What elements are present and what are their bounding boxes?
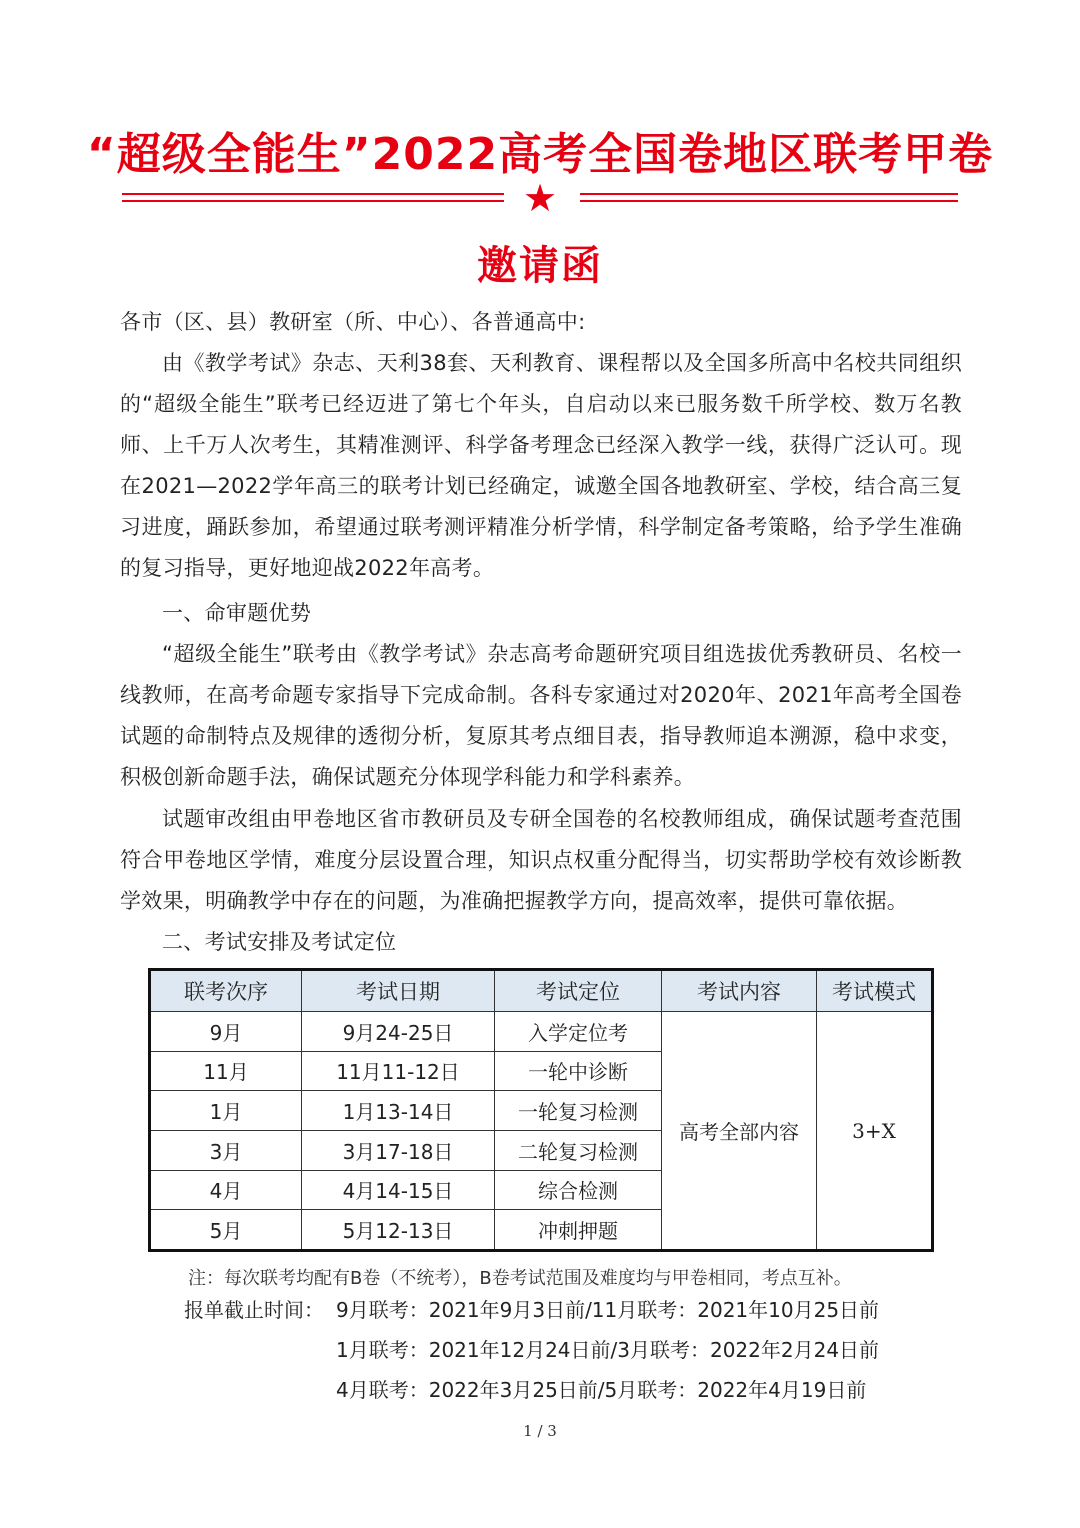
document-title: “超级全能生”2022高考全国卷地区联考甲卷 [86,129,994,180]
advantages-paragraph-1: “超级全能生”联考由《教学考试》杂志高考命题研究项目组选拔优秀教研员、名校一线教师，在高考命题专家指导下完成命制。各科专家通过对2020年、2021年高考全国卷试题的命制特点及规律的透彻分析，复原其考点细目表，指导教师追本溯源，稳中求变，积极创新命题手法，确保试题充分体现学科能力和学科素养。 [120,642,962,789]
cell-content: 高考全部内容 [662,1012,817,1251]
deadline-line-3: 4月联考：2022年3月25日前/5月联考：2022年4月19日前 [336,1378,867,1402]
deadline-label: 报单截止时间： [184,1298,324,1322]
cell-order: 5月 [150,1210,302,1251]
cell-positioning: 一轮复习检测 [495,1091,662,1131]
section-heading-schedule: 二、考试安排及考试定位 [162,930,397,954]
star-icon: ★ [522,176,558,220]
exam-schedule-table [148,968,934,1252]
cell-positioning: 一轮中诊断 [495,1051,662,1091]
cell-date: 1月13-14日 [302,1091,495,1131]
cell-positioning: 二轮复习检测 [495,1130,662,1170]
title-divider [122,176,958,220]
cell-order: 4月 [150,1170,302,1210]
page-number: 1 / 3 [523,1422,557,1440]
cell-date: 4月14-15日 [302,1170,495,1210]
header-exam-positioning: 考试定位 [495,970,662,1012]
intro-paragraph: 由《教学考试》杂志、天利38套、天利教育、课程帮以及全国多所高中名校共同组织的“超级全能生”联考已经迈进了第七个年头，自启动以来已服务数千所学校、数万名教师、上千万人次考生，其精准测评、科学备考理念已经深入教学一线，获得广泛认可。现在2021—2022学年高三的联考计划已经确定，诚邀全国各地教研室、学校，结合高三复习进度，踊跃参加，希望通过联考测评精准分析学情，科学制定备考策略，给予学生准确的复习指导，更好地迎战2022年高考。 [120,351,962,580]
cell-positioning: 冲刺押题 [495,1210,662,1251]
section-heading-advantages: 一、命审题优势 [162,601,312,625]
cell-date: 11月11-12日 [302,1051,495,1091]
header-exam-mode: 考试模式 [817,970,933,1012]
cell-date: 5月12-13日 [302,1210,495,1251]
table-header-row [150,970,933,1012]
table-row [150,1012,933,1052]
advantages-paragraph-2: 试题审改组由甲卷地区省市教研员及专研全国卷的名校教师组成，确保试题考查范围符合甲卷地区学情，难度分层设置合理，知识点权重分配得当，切实帮助学校有效诊断教学效果，明确教学中存在的问题，为准确把握教学方向，提高效率，提供可靠依据。 [120,807,962,913]
divider-line-left-top [122,193,504,195]
divider-line-right-bottom [580,200,958,202]
divider-line-right-top [580,193,958,195]
cell-order: 9月 [150,1012,302,1052]
table-note: 注：每次联考均配有B卷（不统考），B卷考试范围及难度均与甲卷相同，考点互补。 [188,1268,852,1289]
cell-order: 11月 [150,1051,302,1091]
document-subtitle: 邀请函 [477,243,603,289]
cell-mode: 3+X [817,1012,933,1251]
cell-date: 9月24-25日 [302,1012,495,1052]
cell-order: 3月 [150,1130,302,1170]
cell-positioning: 综合检测 [495,1170,662,1210]
header-exam-date: 考试日期 [302,970,495,1012]
deadline-line-1: 9月联考：2021年9月3日前/11月联考：2021年10月25日前 [336,1298,880,1322]
header-exam-order: 联考次序 [150,970,302,1012]
header-exam-content: 考试内容 [662,970,817,1012]
cell-positioning: 入学定位考 [495,1012,662,1052]
cell-date: 3月17-18日 [302,1130,495,1170]
greeting: 各市（区、县）教研室（所、中心）、各普通高中: [120,310,586,334]
cell-order: 1月 [150,1091,302,1131]
deadline-line-2: 1月联考：2021年12月24日前/3月联考：2022年2月24日前 [336,1338,880,1362]
divider-line-left-bottom [122,200,504,202]
